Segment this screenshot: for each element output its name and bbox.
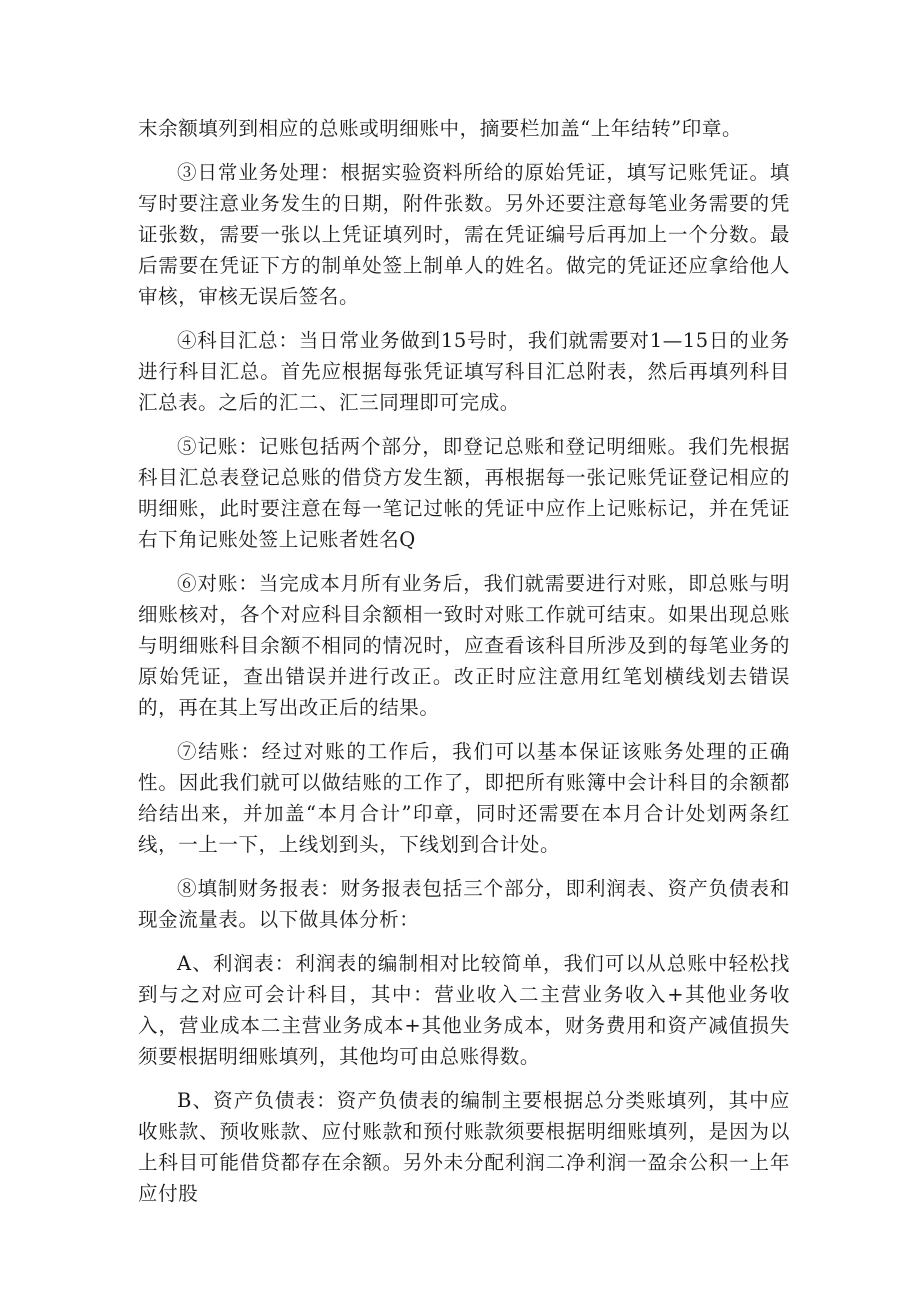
paragraph-reconciliation: ⑥对账：当完成本月所有业务后，我们就需要进行对账，即总账与明细账核对，各个对应科目余额相一致时对账工作就可结束。如果出现总账与明细账科目余额不相同的情况时，应查看该科目所涉及到的每笔业务的原始凭证，查出错误并进行改正。改正时应注意用红笔划横线划去错误的，再在其上写出改正后的结果。 bbox=[138, 572, 790, 719]
paragraph-balance-sheet: B、资产负债表：资产负债表的编制主要根据总分类账填列，其中应收账款、预收账款、应付账款和预付账款须要根据明细账填列，是因为以上科目可能借贷都存在余额。另外未分配利润二净利润一盈余公积一上年应付股 bbox=[138, 1089, 790, 1205]
paragraph-daily-business: ③日常业务处理：根据实验资料所给的原始凭证，填写记账凭证。填写时要注意业务发生的日期，附件张数。另外还要注意每笔业务需要的凭证张数，需要一张以上凭证填列时，需在凭证编号后再加上一个分数。最后需要在凭证下方的制单处签上制单人的姓名。做完的凭证还应拿给他人审核，审核无误后签名。 bbox=[138, 161, 790, 308]
paragraph-carryover: 末余额填列到相应的总账或明细账中，摘要栏加盖“上年结转”印章。 bbox=[138, 117, 743, 140]
paragraph-bookkeeping: ⑤记账：记账包括两个部分，即登记总账和登记明细账。我们先根据科目汇总表登记总账的借贷方发生额，再根据每一张记账凭证登记相应的明细账，此时要注意在每一笔记过帐的凭证中应作上记账标记，并在凭证右下角记账处签上记账者姓名Q bbox=[138, 435, 790, 551]
paragraph-income-statement: A、利润表：利润表的编制相对比较简单，我们可以从总账中轻松找到与之对应可会计科目，其中：营业收入二主营业务收入+其他业务收入，营业成本二主营业务成本+其他业务成本，财务费用和资产减值损失须要根据明细账填列，其他均可由总账得数。 bbox=[138, 952, 790, 1068]
paragraph-closing: ⑦结账：经过对账的工作后，我们可以基本保证该账务处理的正确性。因此我们就可以做结账的工作了，即把所有账簿中会计科目的余额都给结出来，并加盖“本月合计”印章，同时还需要在本月合计处划两条红线，一上一下，上线划到头，下线划到合计处。 bbox=[138, 740, 790, 856]
paragraph-financial-statements: ⑧填制财务报表：财务报表包括三个部分，即利润表、资产负债表和现金流量表。以下做具体分析： bbox=[138, 877, 790, 931]
paragraph-subject-summary: ④科目汇总：当日常业务做到15号时，我们就需要对1—15日的业务进行科目汇总。首先应根据每张凭证填写科目汇总附表，然后再填列科目汇总表。之后的汇二、汇三同理即可完成。 bbox=[138, 329, 790, 414]
